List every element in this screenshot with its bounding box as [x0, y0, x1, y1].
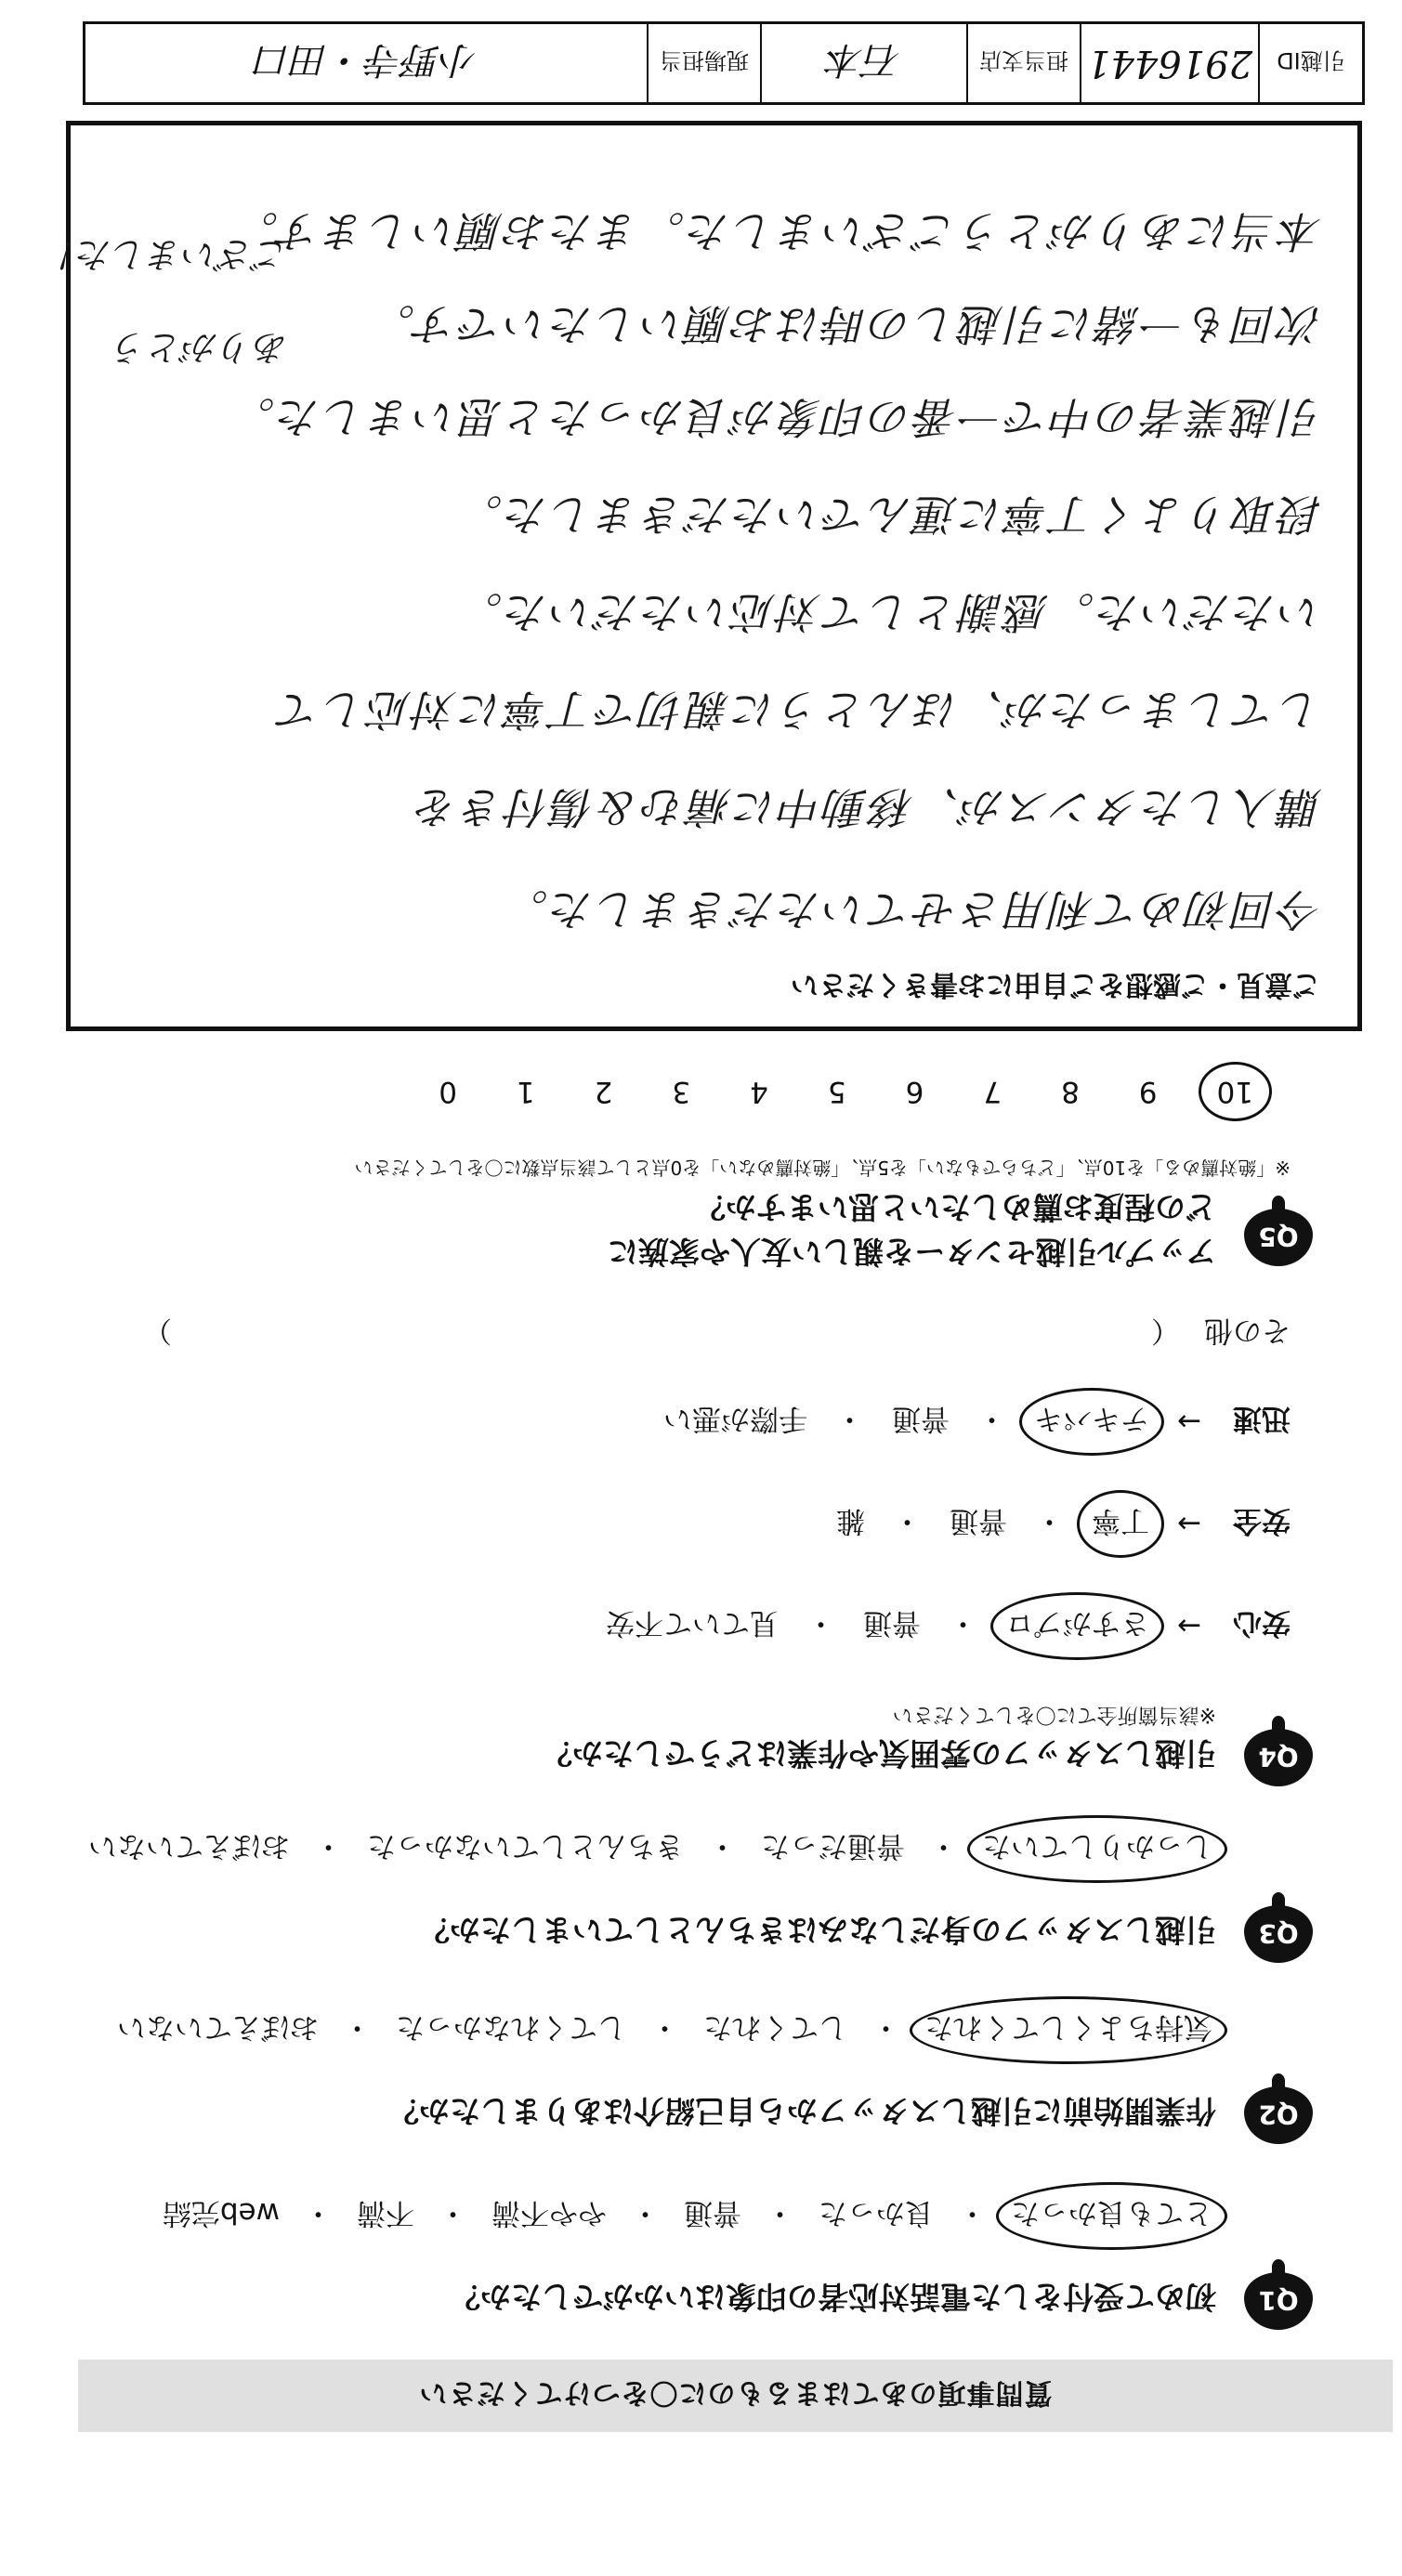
comment-line: いただいた。感謝として対応いただいた。	[457, 587, 1322, 637]
branch-label: 担当支店	[966, 24, 1080, 102]
comment-line: 購入したタンスが、移動中に痛む＆傷付きを	[413, 782, 1322, 832]
comment-line: 今回初めて利用させていただきました。	[503, 884, 1322, 935]
q5-score-4[interactable]: 4	[750, 1075, 768, 1108]
q5-badge: Q5	[1244, 1209, 1313, 1266]
q3-badge: Q3	[1244, 1905, 1313, 1963]
q2-option-dont-remember[interactable]: おぼえていない	[117, 2010, 319, 2044]
q1-option-slightly-dissatisfied[interactable]: やや不満	[491, 2196, 607, 2229]
q4-row-relief: 安心 → さすがプロ ・ 普通 ・ 見ていて不安	[602, 1605, 1291, 1647]
q4-row-label: 迅速	[1233, 1402, 1291, 1435]
q1-option-good[interactable]: 良かった	[819, 2196, 934, 2229]
comment-line: してしまったが、ほんとうに親切で丁寧に対応して	[275, 685, 1322, 735]
q4-relief-pro[interactable]: さすがプロ	[1002, 1605, 1153, 1647]
comment-side-note: ありがとう	[111, 327, 289, 368]
staff-value: 小野寺・田口	[255, 38, 478, 82]
q5-score-8[interactable]: 8	[1061, 1075, 1080, 1108]
q2-option-pleasant[interactable]: 気持ちよくしてくれた	[921, 2009, 1216, 2051]
comment-line: 次回も一緒に引越しの時はお願いしたいです。	[369, 299, 1322, 349]
q4-other-label: その他	[1204, 1314, 1291, 1347]
q4-relief-anxious[interactable]: 見ていて不安	[606, 1606, 780, 1640]
q4-safety-normal[interactable]: 普通	[950, 1504, 1008, 1537]
q1-option-very-good[interactable]: とても良かった	[1007, 2195, 1216, 2237]
q5-score-2[interactable]: 2	[594, 1075, 613, 1108]
q5-note: ※「絶対薦める」を10点、「どちらでもない」を5点、「絶対薦めない」を0点として該当点数に〇をしてください	[354, 1157, 1291, 1179]
q1-option-normal[interactable]: 普通	[684, 2196, 741, 2229]
q4-safety-careful[interactable]: 丁寧	[1088, 1503, 1153, 1545]
comment-line: 本当にありがとうございました。またお願いします。	[232, 206, 1322, 256]
comment-line: 引越業者の中で一番の印象が良かったと思いました。	[229, 392, 1322, 442]
q4-other-field[interactable]: （ ）	[143, 1314, 1180, 1347]
q4-row-label: 安心	[1233, 1606, 1291, 1640]
q1-option-web[interactable]: web完結	[162, 2196, 280, 2229]
move-id-label: 引越ID	[1258, 24, 1362, 102]
q3-option-dont-remember[interactable]: おぼえていない	[88, 1829, 290, 1863]
q4-question: 引越しスタッフの雰囲気や作業はどうでしたか？	[542, 1735, 1216, 1772]
comment-line: 段取りよく丁寧に運んでいただきました。	[457, 490, 1322, 540]
branch-value: 石本	[760, 24, 966, 102]
comments-box[interactable]	[41, 121, 1362, 1031]
q2-question: 作業開始前に引越しスタッフから自己紹介はありましたか？	[388, 2093, 1216, 2129]
q5-score-10[interactable]: 10	[1216, 1075, 1253, 1108]
q4-row-speed: 迅速 → テキパキ ・ 普通 ・ 手際が悪い	[660, 1401, 1291, 1443]
q4-note: ※該当箇所全てに〇をしてください	[892, 1703, 1216, 1726]
q5-question-line2: どの程度お薦めしたいと思いますか？	[695, 1189, 1216, 1225]
info-table	[83, 21, 1365, 105]
q4-relief-normal[interactable]: 普通	[863, 1606, 922, 1640]
q3-option-not-proper[interactable]: きちんとしていなかった	[367, 1829, 684, 1863]
q3-options: しっかりしていた ・ 普通だった ・ きちんとしていなかった ・ おぼえていない	[85, 1828, 1216, 1870]
q4-row-safety: 安全 → 丁寧 ・ 普通 ・ 雑	[832, 1503, 1291, 1545]
q1-badge: Q1	[1244, 2272, 1313, 2330]
q5-score-1[interactable]: 1	[516, 1075, 535, 1108]
q4-row-other	[143, 1313, 1291, 1354]
staff-label: 現場担当	[647, 24, 760, 102]
q2-badge: Q2	[1244, 2086, 1313, 2144]
q5-question-line1: アップル引越センターを親しい友人や家族に	[607, 1234, 1216, 1270]
instruction-text: 質問事項のあてはまるものに〇をつけてください	[418, 2376, 1053, 2409]
q5-score-3[interactable]: 3	[672, 1075, 691, 1108]
q1-options: とても良かった ・ 良かった ・ 普通 ・ やや不満 ・ 不満 ・ web完結	[159, 2195, 1216, 2237]
instruction-banner	[78, 2360, 1393, 2432]
q2-options: 気持ちよくしてくれた ・ してくれた ・ してくれなかった ・ おぼえていない	[113, 2009, 1216, 2051]
q2-option-did[interactable]: してくれた	[703, 2010, 847, 2044]
q1-question: 初めて受付をした電話対応者の印象はいかがでしたか？	[450, 2279, 1216, 2315]
q5-score-9[interactable]: 9	[1138, 1075, 1158, 1108]
q3-option-normal[interactable]: 普通だった	[761, 1829, 905, 1863]
q4-safety-rough[interactable]: 雑	[836, 1504, 866, 1537]
comments-title: ご意見・ご感想をご自由にお書きください	[791, 968, 1320, 1000]
q3-question: 引越しスタッフの身だしなみはきちんとしていましたか？	[419, 1912, 1216, 1948]
q5-score-5[interactable]: 5	[827, 1075, 846, 1108]
move-id-value: 2916441	[1080, 24, 1258, 102]
q2-option-did-not[interactable]: してくれなかった	[396, 2010, 626, 2044]
q4-speed-normal[interactable]: 普通	[892, 1402, 950, 1435]
q5-score-6[interactable]: 6	[905, 1075, 924, 1108]
comment-side-note: ございました！	[41, 234, 289, 275]
q4-speed-brisk[interactable]: テキパキ	[1030, 1401, 1153, 1443]
q4-badge: Q4	[1244, 1729, 1313, 1786]
q5-scale	[439, 1075, 1253, 1108]
q1-option-dissatisfied[interactable]: 不満	[357, 2196, 414, 2229]
q5-score-0[interactable]: 0	[439, 1075, 457, 1108]
q3-option-proper[interactable]: しっかりしていた	[978, 1828, 1216, 1870]
q4-speed-slow[interactable]: 手際が悪い	[663, 1402, 808, 1435]
q5-score-7[interactable]: 7	[983, 1075, 1002, 1108]
q4-row-label: 安全	[1233, 1504, 1291, 1537]
